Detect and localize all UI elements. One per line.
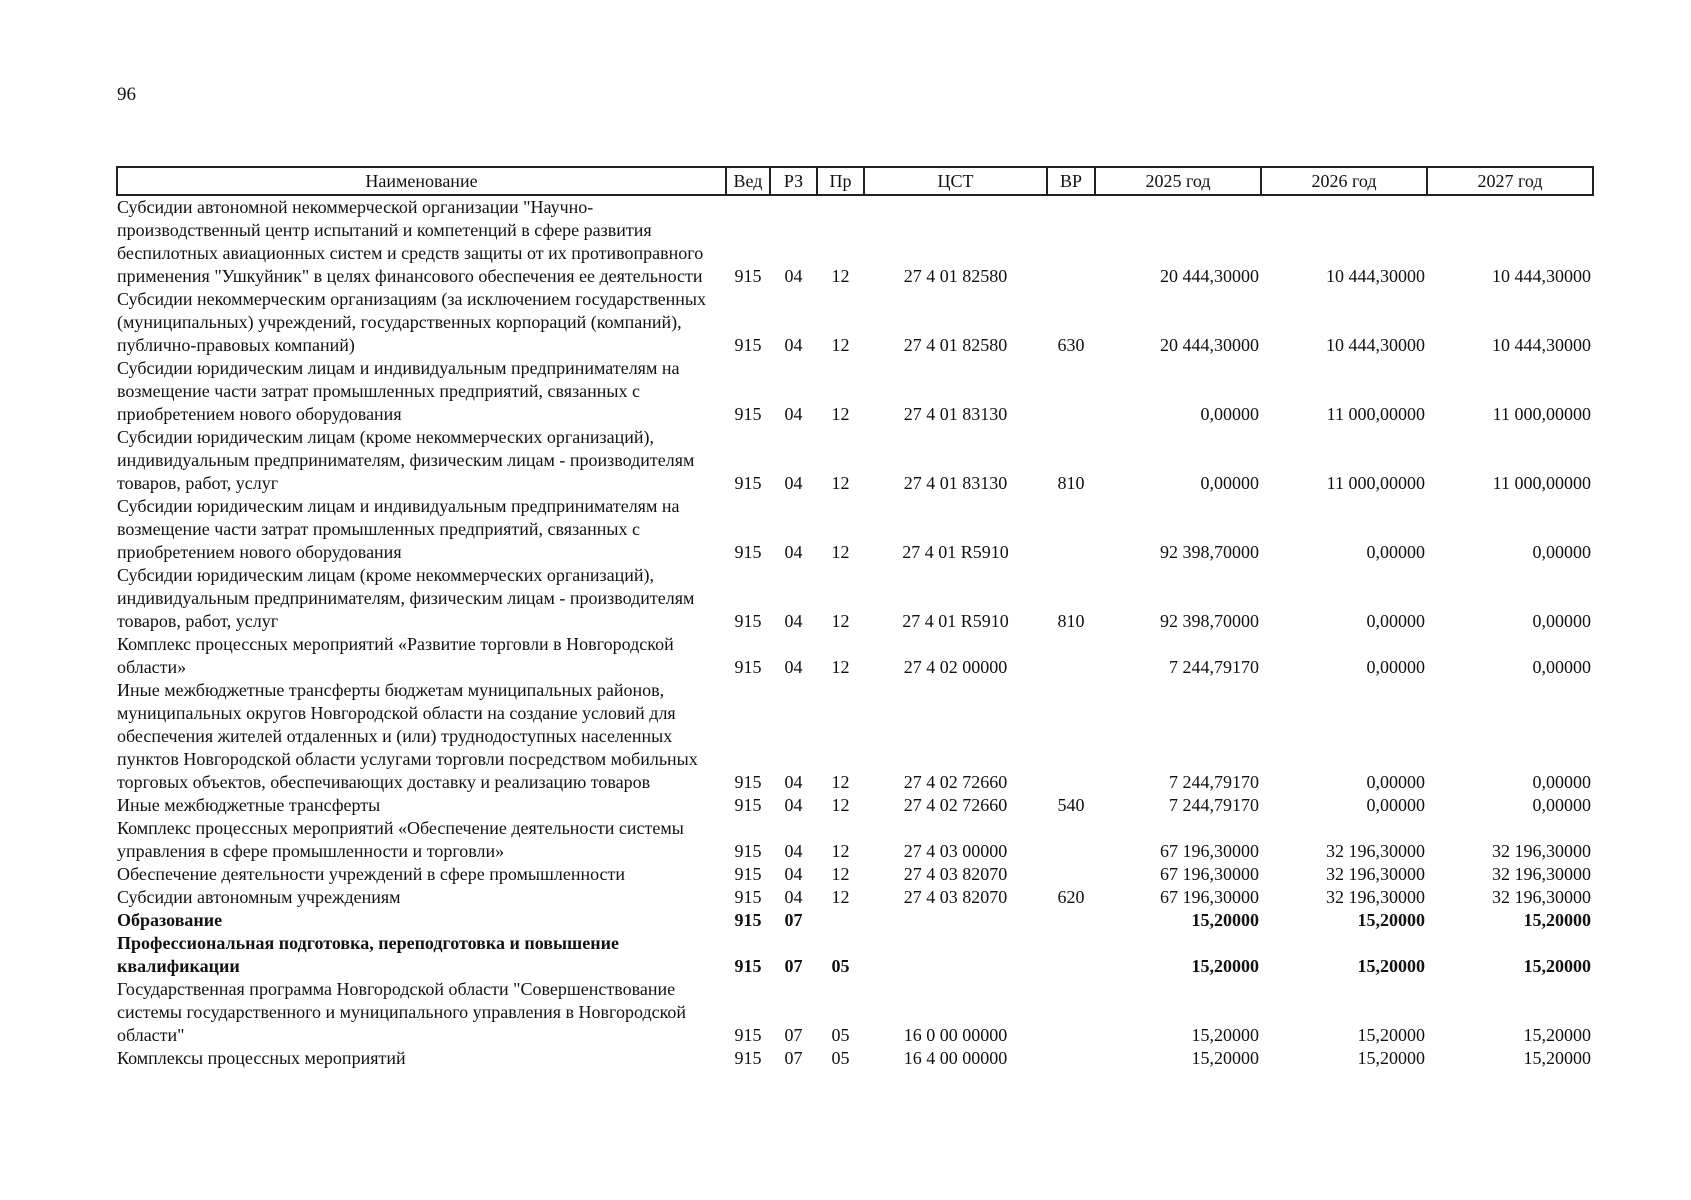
cell-ved: 915 [734,542,762,562]
cell-cst [864,932,1047,978]
cell-vr [1047,863,1095,886]
cell-ved: 915 [734,335,762,355]
header-2027: 2027 год [1427,167,1593,195]
cell-rz: 04 [784,266,803,286]
cell-name: Субсидии юридическим лицам и индивидуальным предпринимателям на возмещение части затрат промышленных предприятий, связанных с приобретением нового оборудования [117,496,680,562]
cell-2025: 7 244,79170 [1169,657,1259,677]
cell-ved: 915 [734,1048,762,1068]
cell-rz: 04 [784,657,803,677]
cell-name: Профессиональная подготовка, переподготовка и повышение квалификации [117,933,619,976]
cell-2026: 15,20000 [1357,1025,1425,1045]
cell-pr: 12 [831,772,850,792]
cell-name: Субсидии автономной некоммерческой организации "Научно-производственный центр испытаний и компетенций в сфере развития беспилотных авиационных систем и средств защиты от их противоправного применения "Ушкуйник" в целях финансового обеспечения ее деятельности [117,197,704,286]
cell-2025: 92 398,70000 [1160,542,1259,562]
cell-name: Государственная программа Новгородской области "Совершенствование системы государственного и муниципального управления в Новгородской области" [117,979,687,1045]
cell-rz: 04 [784,772,803,792]
cell-ved: 915 [734,887,762,907]
cell-2026: 15,20000 [1357,1048,1425,1068]
cell-2026: 32 196,30000 [1326,841,1425,861]
cell-pr: 12 [831,542,850,562]
cell-pr: 12 [831,841,850,861]
cell-cst: 16 4 00 00000 [903,1048,1008,1068]
cell-2027: 0,00000 [1532,772,1591,792]
cell-2027: 0,00000 [1532,657,1591,677]
cell-rz: 04 [784,542,803,562]
table-row [117,817,1593,863]
cell-2026: 0,00000 [1366,795,1425,815]
cell-rz: 07 [784,910,803,930]
cell-pr: 12 [831,404,850,424]
page-number: 96 [117,84,136,105]
cell-vr [1047,978,1095,1047]
cell-2025: 7 244,79170 [1169,795,1259,815]
cell-vr [1047,633,1095,679]
cell-2027: 32 196,30000 [1492,864,1591,884]
cell-2026: 15,20000 [1357,956,1425,976]
cell-pr: 12 [831,335,850,355]
cell-ved: 915 [734,473,762,493]
cell-rz: 04 [784,473,803,493]
cell-pr: 12 [831,657,850,677]
cell-rz: 07 [784,956,803,976]
cell-pr [817,909,864,932]
table-row [117,679,1593,794]
cell-ved: 915 [734,611,762,631]
cell-pr: 12 [831,795,850,815]
cell-2025: 15,20000 [1191,910,1259,930]
cell-name: Субсидии юридическим лицам (кроме некоммерческих организаций), индивидуальным предпринимателям, физическим лицам - производителям товаров, работ, услуг [117,427,695,493]
table-row [117,1047,1593,1070]
cell-name: Иные межбюджетные трансферты [117,795,381,815]
cell-name: Комплекс процессных мероприятий «Обеспечение деятельности системы управления в сфере промышленности и торговли» [117,818,684,861]
cell-2026: 10 444,30000 [1326,266,1425,286]
cell-pr: 12 [831,473,850,493]
header-pr: Пр [817,167,864,195]
cell-2026: 10 444,30000 [1326,335,1425,355]
cell-cst: 27 4 01 82580 [903,266,1008,286]
cell-pr: 05 [831,1048,850,1068]
cell-cst: 27 4 01 R5910 [902,542,1009,562]
table-row [117,564,1593,633]
cell-pr: 05 [831,956,850,976]
cell-2027: 15,20000 [1523,956,1591,976]
cell-rz: 04 [784,841,803,861]
cell-2025: 15,20000 [1191,1048,1259,1068]
cell-2027: 15,20000 [1523,1048,1591,1068]
cell-2027: 0,00000 [1532,795,1591,815]
cell-name: Субсидии юридическим лицам (кроме некоммерческих организаций), индивидуальным предпринимателям, физическим лицам - производителям товаров, работ, услуг [117,565,695,631]
cell-ved: 915 [734,864,762,884]
header-vr: ВР [1047,167,1095,195]
cell-vr [1047,817,1095,863]
cell-2025: 67 196,30000 [1160,841,1259,861]
table-row [117,633,1593,679]
cell-2025: 67 196,30000 [1160,887,1259,907]
cell-2026: 0,00000 [1366,772,1425,792]
cell-ved: 915 [734,956,762,976]
table-row [117,288,1593,357]
cell-2027: 11 000,00000 [1492,404,1591,424]
cell-2027: 0,00000 [1532,611,1591,631]
header-rz: РЗ [770,167,817,195]
cell-2025: 67 196,30000 [1160,864,1259,884]
cell-name: Комплекс процессных мероприятий «Развитие торговли в Новгородской области» [117,634,674,677]
cell-cst: 27 4 01 83130 [903,473,1008,493]
cell-vr [1047,195,1095,288]
cell-2027: 10 444,30000 [1492,266,1591,286]
cell-vr [1047,1047,1095,1070]
cell-2027: 32 196,30000 [1492,887,1591,907]
cell-2026: 15,20000 [1357,910,1425,930]
cell-2025: 0,00000 [1200,404,1259,424]
cell-ved: 915 [734,1025,762,1045]
cell-name: Субсидии некоммерческим организациям (за исключением государственных (муниципальных) учреждений, государственных корпораций (компаний), публично-правовых компаний) [117,289,707,355]
header-2025: 2025 год [1095,167,1261,195]
cell-cst: 27 4 01 83130 [903,404,1008,424]
cell-2027: 32 196,30000 [1492,841,1591,861]
cell-2025: 15,20000 [1191,956,1259,976]
cell-vr: 630 [1057,335,1085,355]
table-row [117,794,1593,817]
header-ved: Вед [726,167,770,195]
cell-cst: 27 4 02 72660 [903,772,1008,792]
table-header-row [117,167,1593,195]
cell-pr: 12 [831,611,850,631]
cell-rz: 04 [784,864,803,884]
cell-cst: 27 4 02 00000 [903,657,1008,677]
cell-cst: 27 4 01 R5910 [902,611,1009,631]
cell-rz: 04 [784,335,803,355]
cell-ved: 915 [734,795,762,815]
cell-ved: 915 [734,657,762,677]
cell-ved: 915 [734,841,762,861]
cell-2026: 0,00000 [1366,611,1425,631]
cell-cst [864,909,1047,932]
cell-vr [1047,679,1095,794]
cell-2025: 7 244,79170 [1169,772,1259,792]
cell-2026: 32 196,30000 [1326,887,1425,907]
cell-cst: 27 4 03 82070 [903,887,1008,907]
header-2026: 2026 год [1261,167,1427,195]
cell-name: Образование [117,910,223,930]
cell-2026: 11 000,00000 [1326,473,1425,493]
budget-table [116,166,1594,1070]
cell-vr [1047,909,1095,932]
cell-pr: 12 [831,864,850,884]
table-row [117,195,1593,288]
cell-name: Обеспечение деятельности учреждений в сфере промышленности [117,864,626,884]
cell-vr [1047,495,1095,564]
table-row [117,909,1593,932]
cell-2025: 92 398,70000 [1160,611,1259,631]
cell-name: Субсидии автономным учреждениям [117,887,401,907]
cell-2027: 0,00000 [1532,542,1591,562]
cell-vr: 810 [1057,473,1085,493]
cell-rz: 04 [784,611,803,631]
cell-2025: 15,20000 [1191,1025,1259,1045]
table-row [117,495,1593,564]
cell-cst: 27 4 03 82070 [903,864,1008,884]
cell-ved: 915 [734,404,762,424]
cell-name: Иные межбюджетные трансферты бюджетам муниципальных районов, муниципальных округов Новгородской области на создание условий для обеспечения жителей отдаленных и (или) труднодоступных населенных пунктов Новгородской области услугами торговли посредством мобильных торговых объектов, обеспечивающих доставку и реализацию товаров [117,680,698,792]
table-row [117,863,1593,886]
cell-cst: 16 0 00 00000 [903,1025,1008,1045]
table-row [117,886,1593,909]
table-row [117,426,1593,495]
cell-rz: 04 [784,404,803,424]
cell-2025: 0,00000 [1200,473,1259,493]
cell-vr [1047,932,1095,978]
cell-cst: 27 4 01 82580 [903,335,1008,355]
cell-2026: 32 196,30000 [1326,864,1425,884]
table-row [117,978,1593,1047]
header-name: Наименование [117,167,726,195]
cell-rz: 04 [784,887,803,907]
cell-vr: 810 [1057,611,1085,631]
cell-pr: 12 [831,266,850,286]
cell-vr: 540 [1057,795,1085,815]
table-row [117,932,1593,978]
cell-rz: 04 [784,795,803,815]
cell-pr: 05 [831,1025,850,1045]
cell-pr: 12 [831,887,850,907]
cell-rz: 07 [784,1048,803,1068]
cell-name: Комплексы процессных мероприятий [117,1048,406,1068]
cell-ved: 915 [734,266,762,286]
cell-2027: 11 000,00000 [1492,473,1591,493]
table-row [117,357,1593,426]
cell-2027: 15,20000 [1523,910,1591,930]
cell-rz: 07 [784,1025,803,1045]
cell-vr [1047,357,1095,426]
cell-name: Субсидии юридическим лицам и индивидуальным предпринимателям на возмещение части затрат промышленных предприятий, связанных с приобретением нового оборудования [117,358,680,424]
cell-2026: 11 000,00000 [1326,404,1425,424]
cell-cst: 27 4 03 00000 [903,841,1008,861]
cell-vr: 620 [1057,887,1085,907]
cell-2026: 0,00000 [1366,542,1425,562]
cell-2027: 15,20000 [1523,1025,1591,1045]
cell-ved: 915 [734,910,762,930]
cell-2025: 20 444,30000 [1160,335,1259,355]
cell-2025: 20 444,30000 [1160,266,1259,286]
table-body [117,195,1593,1070]
header-cst: ЦСТ [864,167,1047,195]
cell-cst: 27 4 02 72660 [903,795,1008,815]
cell-ved: 915 [734,772,762,792]
cell-2026: 0,00000 [1366,657,1425,677]
cell-2027: 10 444,30000 [1492,335,1591,355]
